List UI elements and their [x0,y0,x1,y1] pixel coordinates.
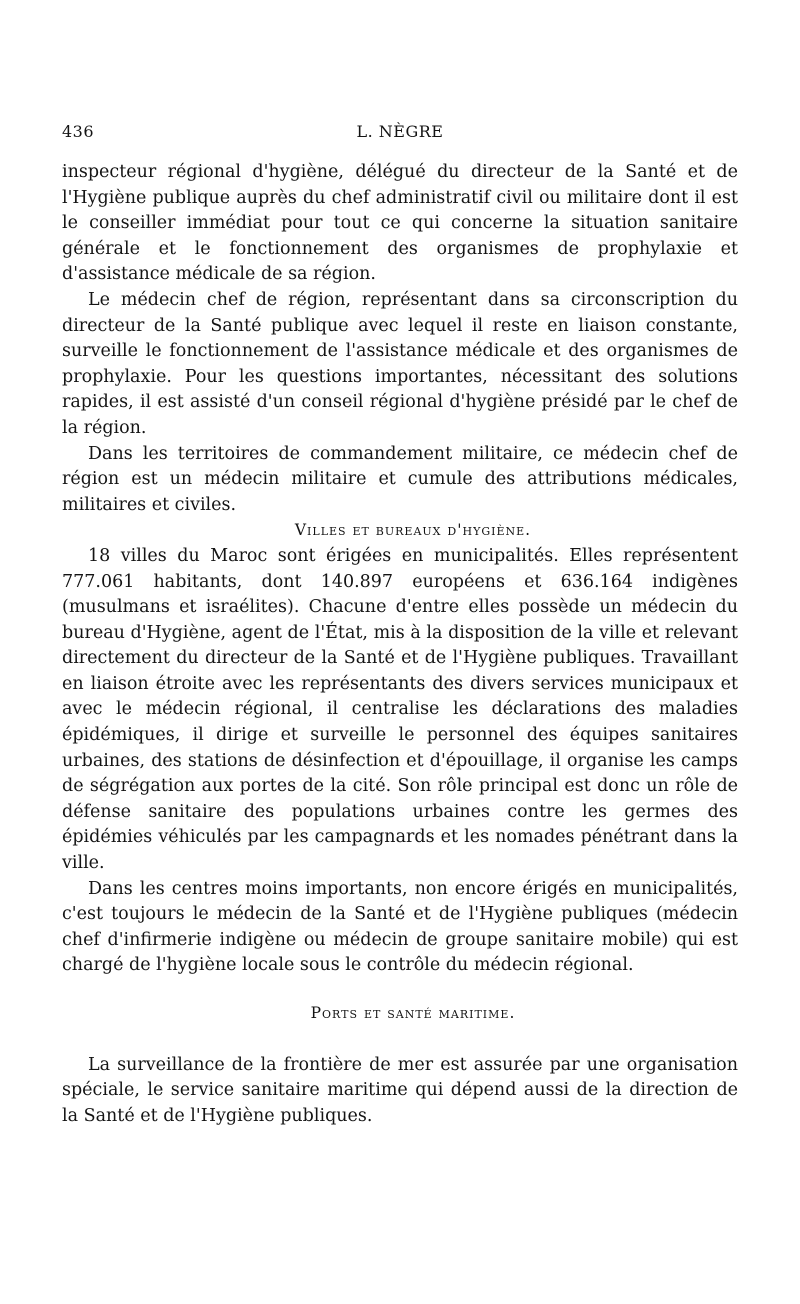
section-heading-villes: Villes et bureaux d'hygiène. [294,521,532,540]
paragraph: Dans les centres moins importants, non encore érigés en municipalités, c'est toujours le médecin de la Santé et de l'Hygiène publiques (médecin chef d'infirmerie indigène ou médecin de groupe sanitaire mobile) qui est chargé de l'hygiène locale sous le contrôle du médecin régional. [62,878,738,976]
section-heading-ports: Ports et santé maritime. [310,1004,516,1022]
running-head [62,122,738,146]
paragraph: La surveillance de la frontière de mer est assurée par une organisation spéciale, le service sanitaire maritime qui dépend aussi de la direction de la Santé et de l'Hygiène publiques. [62,1054,738,1126]
body-text [62,160,738,1129]
page-number: 436 [62,122,95,141]
running-head-author: L. NÈGRE [356,122,444,141]
paragraph: Dans les territoires de commandement militaire, ce médecin chef de région est un médecin militaire et cumule des attributions médicales, militaires et civiles. [62,443,738,515]
paragraph: 18 villes du Maroc sont érigées en municipalités. Elles représentent 777.061 habitants, dont 140.897 européens et 636.164 indigènes (musulmans et israélites). Chacune d'entre elles possède un médecin du bureau d'Hygiène, agent de l'État, mis à la disposition de la ville et relevant directement du directeur de la Santé et de l'Hygiène publiques. Travaillant en liaison étroite avec les représentants des divers services municipaux et avec le médecin régional, il centralise les déclarations des maladies épidémiques, il dirige et surveille le personnel des équipes sanitaires urbaines, des stations de désinfection et d'épouillage, il organise les camps de ségrégation aux portes de la cité. Son rôle principal est donc un rôle de défense sanitaire des populations urbaines contre les germes des épidémies véhiculés par les campagnards et les nomades pénétrant dans la ville. [62,545,738,874]
paragraph: inspecteur régional d'hygiène, délégué du directeur de la Santé et de l'Hygiène publique auprès du chef administratif civil ou militaire dont il est le conseiller immédiat pour tout ce qui concerne la situation sanitaire générale et le fonctionnement des organismes de prophylaxie et d'assistance médicale de sa région. [62,162,738,285]
paragraph: Le médecin chef de région, représentant dans sa circonscription du directeur de la Santé publique avec lequel il reste en liaison constante, surveille le fonctionnement de l'assistance médicale et des organismes de prophylaxie. Pour les questions importantes, nécessitant des solutions rapides, il est assisté d'un conseil régional d'hygiène présidé par le chef de la région. [62,289,738,438]
